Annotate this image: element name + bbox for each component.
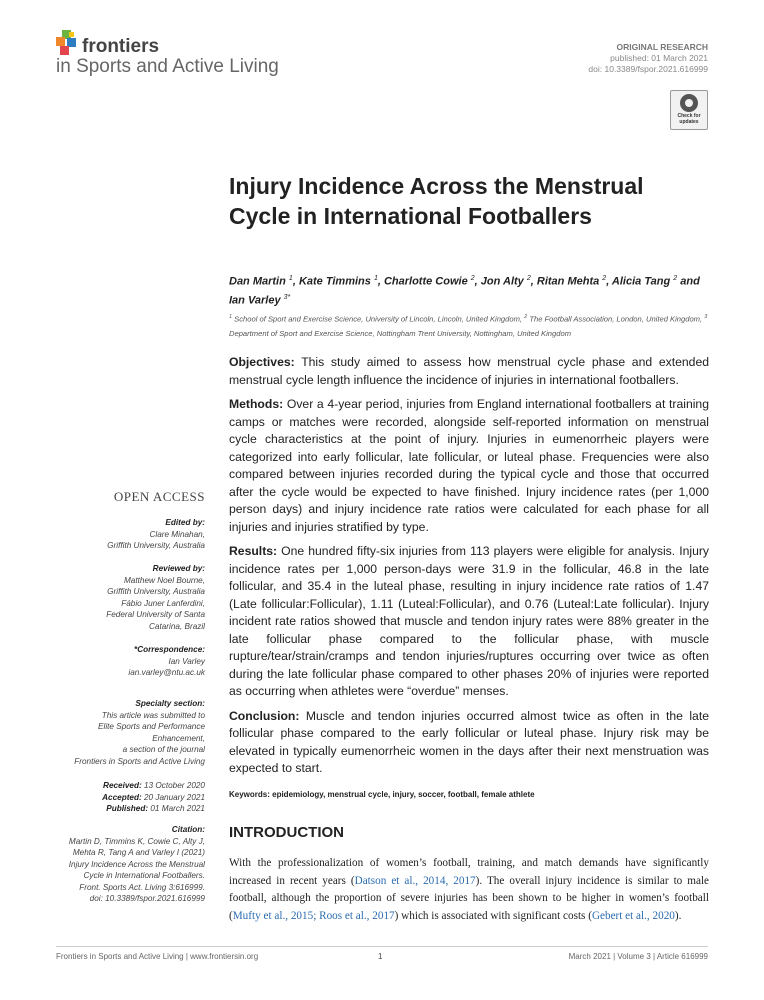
citation-line: Injury Incidence Across the Menstrual [68, 859, 205, 869]
abstract-text: This study aimed to assess how menstrual cycle phase and extended menstrual cycle length influence the incidence of injuries in international footballers. [229, 355, 709, 387]
author-name[interactable]: Kate Timmins [298, 275, 371, 288]
reviewed-by-section [56, 563, 205, 632]
abstract-paragraph [229, 396, 709, 536]
abstract-paragraph [229, 543, 709, 701]
citation-line: Cycle in International Footballers. [83, 871, 205, 880]
published-label: Published: [106, 804, 149, 813]
page-number: 1 [378, 952, 383, 961]
accepted-date: 20 January 2021 [141, 792, 205, 802]
specialty-section [56, 698, 205, 767]
abstract-label: Results: [229, 544, 278, 558]
introduction-heading: INTRODUCTION [229, 824, 344, 841]
specialty-line: Frontiers in Sports and Active Living [74, 756, 205, 766]
check-updates-label-2: updates [679, 119, 699, 125]
author-affiliation-mark: 2 [526, 275, 531, 282]
specialty-line: Elite Sports and Performance [98, 722, 205, 731]
citation-link[interactable]: Datson et al., 2014, 2017 [354, 874, 476, 887]
citation-line[interactable]: doi: 10.3389/fspor.2021.616999 [89, 894, 205, 903]
abstract [229, 354, 709, 785]
affiliation-text: Department of Sport and Exercise Science, Nottingham Trent University, Nottingham, United Kingdom [229, 328, 572, 338]
abstract-paragraph [229, 354, 709, 389]
intro-text: ). [674, 909, 682, 922]
doi[interactable]: doi: 10.3389/fspor.2021.616999 [588, 64, 708, 74]
received-label: Received: [103, 781, 142, 790]
citation-link[interactable]: Gebert et al., 2020 [591, 909, 675, 922]
citation-label: Citation: [171, 825, 205, 834]
dates-section [56, 780, 205, 815]
article-title: Injury Incidence Across the Menstrual Cycle in International Footballers [229, 173, 644, 229]
citation-line: Martin D, Timmins K, Cowie C, Alty J, [68, 836, 205, 846]
reviewer-line: Catarina, Brazil [149, 621, 205, 631]
reviewed-by-label: Reviewed by: [152, 564, 205, 573]
specialty-line: This article was submitted to [101, 710, 205, 720]
received-date: 13 October 2020 [141, 781, 205, 790]
author-name[interactable]: Dan Martin [229, 275, 286, 288]
affiliation-text: School of Sport and Exercise Science, University of Lincoln, Lincoln, United Kingdom, [232, 314, 525, 324]
citation-link[interactable]: Mufty et al., 2015; Roos et al., 2017 [232, 909, 395, 922]
reviewer-line: Matthew Noel Bourne, [123, 575, 205, 585]
check-updates-label-1: Check for [677, 113, 701, 119]
check-updates-icon [680, 94, 698, 112]
reviewer-line: Fábio Juner Lanferdini, [121, 598, 205, 608]
intro-text: ). The overall injury incidence is similar to male football, although the proportion of severe injuries has been shown to be higher in women’s football ( [229, 874, 710, 922]
correspondence-label: *Correspondence: [134, 645, 205, 654]
author-name[interactable]: Jon Alty [480, 275, 524, 288]
brand-name: frontiers [82, 36, 160, 57]
correspondence-name: Ian Varley [168, 656, 205, 666]
author-affiliation-mark: 2 [673, 275, 678, 282]
author-name[interactable]: Ritan Mehta [536, 275, 600, 288]
correspondence-section [56, 644, 205, 679]
author-affiliation-mark: 3* [283, 293, 291, 301]
footer-journal[interactable]: Frontiers in Sports and Active Living | www.frontiersin.org [56, 952, 259, 961]
affiliation-text: The Football Association, London, United Kingdom, [527, 314, 705, 324]
keywords: Keywords: epidemiology, menstrual cycle, injury, soccer, football, female athlete [229, 790, 535, 799]
edited-by-label: Edited by: [165, 518, 205, 527]
abstract-text: One hundred fifty-six injuries from 113 players were eligible for analysis. Injury incidence rates per 1,000 person-days were 31.9 in the follicular, 46.8 in the late follicular, and 35.4 in the luteal phase, resulting in injury incidence rate ratios of 1.47 (Late follicular:Follicular), 1.11 (Luteal:Follicular), and 0.76 (Luteal:Late follicular). Injury incident rate ratios showed that muscle and tendon injury rates were 88% greater in the late follicular phase compared to the follicular phase, with muscle rupture/tear/strain/cramps and tendon injuries/ruptures occurring over twice as often during the late follicular phase compared to other phases 20% of injuries were reported as occurring when athletes were “overdue” menses. [229, 544, 709, 698]
edited-by-section [56, 517, 205, 552]
author-list: Dan Martin $^1$, Kate Timmins $^1$, Charlotte Cowie $^2$, Jon Alty $^2$, Ritan Mehta $^2$, Alicia Tang $^2$ and Ian Varley $^{3*}$ [229, 275, 700, 307]
check-for-updates-badge[interactable] [670, 90, 708, 130]
affiliation-mark: 1 [229, 314, 233, 320]
correspondence-email[interactable]: ian.varley@ntu.ac.uk [128, 668, 205, 677]
specialty-line: a section of the journal [122, 745, 205, 754]
affiliation-mark: 3 [704, 314, 708, 320]
abstract-text: Muscle and tendon injuries occurred almost twice as often in the late follicular phase compared to the early follicular or luteal phase. Injury risk may be elevated in typically eumenorrheic women in the days after their next menstruation was expected to start. [229, 708, 709, 775]
citation-line: Front. Sports Act. Living 3:616999. [79, 882, 205, 892]
introduction-text [229, 855, 709, 925]
affiliation-mark: 2 [524, 314, 528, 320]
intro-text: With the professionalization of women’s football, training, and match demands have significantly increased in recent years ( [229, 857, 709, 887]
article-type: ORIGINAL RESEARCH [616, 42, 708, 52]
affiliations [229, 310, 709, 341]
abstract-text: Over a 4-year period, injuries from England international footballers at training camps or matches were recorded, alongside self-reported information on menstrual cycle characteristics at the point of injury. Injuries in eumenorrheic players were categorized into early follicular, late follicular, or luteal phase. Frequencies were also compared between injuries recorded during the typical cycle and those that occurred after the cycle would be expected to have finished. Injury incidence rates (per 1,000 person days) and injury incidence rate ratios were calculated for each phase for all injuries and injuries stratified by type. [229, 397, 709, 534]
accepted-label: Accepted: [102, 792, 142, 802]
abstract-label: Objectives: [229, 355, 295, 369]
journal-name: in Sports and Active Living [56, 56, 279, 77]
footer-divider [56, 946, 708, 947]
author-affiliation-mark: 2 [470, 275, 475, 282]
author-name[interactable]: Charlotte Cowie [383, 275, 468, 288]
author-affiliation-mark: 1 [373, 275, 378, 282]
published-date-side: 01 March 2021 [148, 804, 205, 813]
author-name[interactable]: Alicia Tang [611, 275, 671, 288]
editor-line: Clare Minahan, [149, 529, 205, 539]
author-affiliation-mark: 2 [602, 275, 607, 282]
published-date: published: 01 March 2021 [610, 53, 708, 63]
author-affiliation-mark: 1 [288, 275, 293, 282]
abstract-paragraph [229, 708, 709, 778]
open-access-label: OPEN ACCESS [113, 489, 205, 504]
author-name[interactable]: Ian Varley [229, 294, 281, 307]
footer-issue: March 2021 | Volume 3 | Article 616999 [568, 952, 708, 961]
reviewer-line: Griffith University, Australia [107, 587, 205, 596]
editor-line: Griffith University, Australia [107, 541, 205, 550]
citation-section [56, 824, 205, 905]
reviewer-line: Federal University of Santa [106, 610, 205, 619]
citation-line: Mehta R, Tang A and Varley I (2021) [72, 848, 205, 857]
specialty-label: Specialty section: [135, 699, 205, 708]
abstract-label: Methods: [229, 397, 284, 411]
abstract-label: Conclusion: [229, 708, 300, 723]
specialty-line: Enhancement, [152, 733, 205, 743]
intro-text: ) which is associated with significant costs ( [394, 909, 592, 922]
